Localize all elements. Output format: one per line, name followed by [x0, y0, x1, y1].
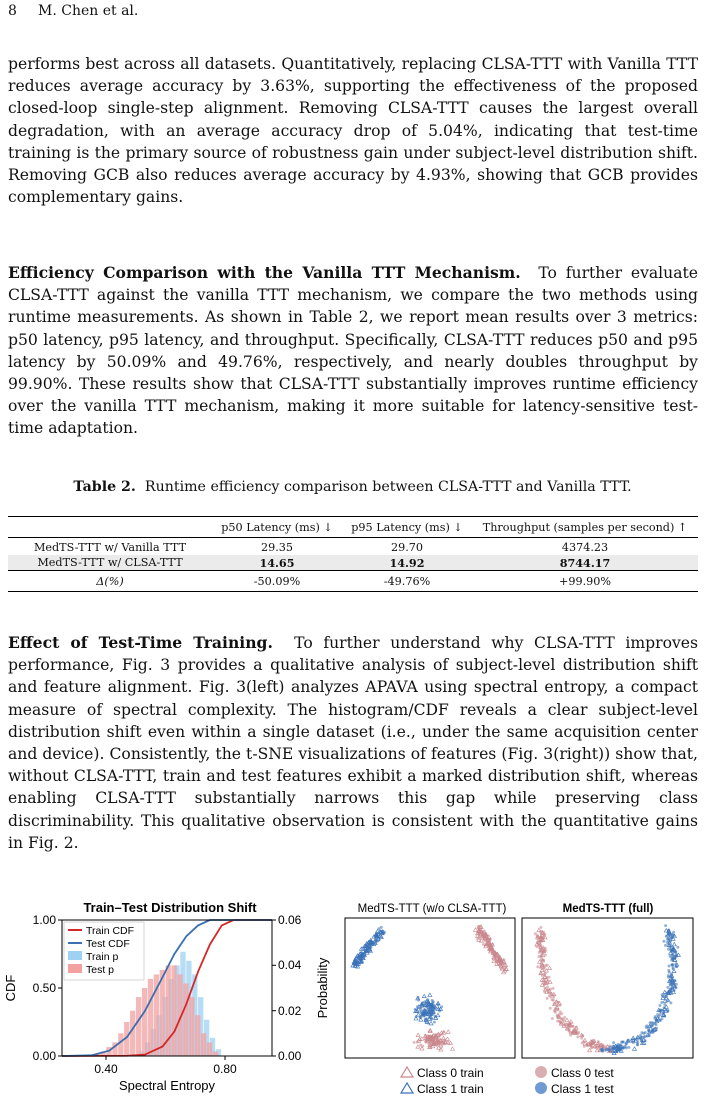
tsne-point: [364, 950, 367, 953]
tsne-point: [440, 1045, 443, 1048]
tsne-point: [583, 1045, 586, 1048]
tsne-point: [375, 933, 378, 936]
tsne-point: [488, 938, 491, 941]
row-p95: 14.92: [342, 555, 472, 571]
hist-bar: [148, 979, 153, 1056]
tsne-point: [666, 986, 669, 989]
tsne-point: [428, 1046, 431, 1049]
hist-bar: [195, 1015, 200, 1056]
x-axis-label: Spectral Entropy: [118, 1078, 216, 1093]
tsne-point: [437, 1042, 440, 1045]
tsne-legend-label: Class 0 test: [551, 1066, 614, 1080]
tsne-point: [662, 940, 665, 943]
tsne-point: [383, 931, 386, 934]
tsne-legend-label: Class 0 train: [417, 1066, 484, 1080]
section-heading-efficiency: Efficiency Comparison with the Vanilla TTT Mechanism.: [8, 263, 521, 282]
paragraph-ablation: performs best across all datasets. Quantitatively, replacing CLSA-TTT with Vanilla TTT reduces average accuracy by 3.63%, supporting the effectiveness of the proposed closed-loop single-step alignment. Removing CLSA-TTT causes the largest overall degradation, with an average accuracy drop of 5.04%, indicating that test-time training is the primary source of robustness gain under subject-level distribution shift. Removing GCB also reduces average accuracy by 4.93%, showing that GCB provides complementary gains.: [8, 55, 698, 207]
chart-title: Train–Test Distribution Shift: [83, 900, 257, 915]
legend-label: Test p: [86, 964, 115, 976]
tsne-point: [666, 938, 669, 941]
x-tick-label: 0.80: [213, 1062, 237, 1076]
tsne-point: [491, 949, 494, 952]
row-throughput: 4374.23: [561, 541, 609, 554]
runtime-table: [8, 516, 698, 592]
tsne-point: [434, 1036, 437, 1039]
hist-bar: [213, 1051, 218, 1056]
tsne-point: [664, 924, 667, 927]
running-authors: M. Chen et al.: [38, 3, 139, 19]
row-p50: 29.35: [260, 541, 294, 554]
figure-3: [0, 890, 705, 1105]
page-number: 8: [8, 3, 17, 19]
tsne-point: [626, 1041, 629, 1044]
tsne-point: [503, 966, 506, 969]
tsne-point: [654, 1015, 657, 1018]
tsne-point: [416, 1041, 419, 1044]
table-caption: [0, 479, 705, 495]
tsne-point: [431, 999, 434, 1002]
tsne-point: [612, 1041, 615, 1044]
delta-throughput: +99.90%: [558, 574, 612, 588]
tsne-point: [487, 941, 490, 944]
hist-bar: [171, 965, 176, 1056]
paragraph-efficiency: [8, 262, 698, 440]
paragraph-ttt-effect: [8, 632, 698, 854]
tsne-point: [484, 939, 487, 942]
circle-icon: [535, 1082, 547, 1094]
table-header-method: [8, 517, 212, 538]
tsne-legend-label: Class 1 test: [551, 1082, 614, 1096]
y2-tick-label: 0.02: [278, 1004, 302, 1018]
tsne-point: [551, 1017, 554, 1020]
tsne-point: [551, 987, 554, 990]
tsne-point: [667, 969, 670, 972]
tsne-point: [650, 1021, 653, 1024]
row-method: MedTS-TTT w/ Vanilla TTT: [33, 541, 187, 554]
tsne-point: [664, 944, 667, 947]
triangle-icon: [401, 1083, 413, 1093]
y2-tick-label: 0.04: [278, 958, 302, 972]
tsne-point: [536, 965, 539, 968]
paragraph-efficiency-text: To further evaluate CLSA-TTT against the vanilla TTT mechanism, we compare the two methods using runtime measurements. As shown in Table 2, we report mean results over 3 metrics: p50 latency, p95 latency, and throughput. Specifically, CLSA-TTT reduces p50 and p95 latency by 50.09% and 49.76%, respectively, and nearly doubles throughput by 99.90%. These results show that CLSA-TTT substantially improves runtime efficiency over the vanilla TTT mechanism, making it more suitable for latency-sensitive test-time adaptation.: [8, 264, 698, 438]
tsne-point: [672, 931, 675, 934]
tsne-point: [482, 943, 485, 946]
table-header-throughput: Throughput (samples per second) ↑: [482, 520, 688, 534]
hist-bar: [189, 997, 194, 1056]
tsne-point: [636, 1043, 639, 1046]
tsne-point: [487, 944, 490, 947]
hist-bar: [142, 988, 147, 1056]
tsne-point: [660, 1017, 663, 1020]
legend-label: Test CDF: [86, 938, 130, 950]
tsne-point: [605, 1048, 608, 1051]
tsne-point: [437, 1035, 440, 1038]
section-heading-ttt: Effect of Test-Time Training.: [8, 633, 273, 652]
tsne-point: [556, 1020, 559, 1023]
tsne-point: [427, 1042, 430, 1045]
legend-label: Train CDF: [86, 925, 135, 937]
tsne-point: [552, 996, 555, 999]
table-header-row: [8, 517, 698, 538]
tsne-point: [539, 926, 542, 929]
y-tick-label: 0.50: [32, 981, 56, 995]
tsne-point: [428, 1035, 431, 1038]
tsne-point: [576, 1035, 579, 1038]
row-throughput: 8744.17: [472, 555, 698, 571]
tsne-point: [430, 1040, 433, 1043]
x-tick-label: 0.40: [94, 1062, 118, 1076]
tsne-point: [364, 946, 367, 949]
tsne-point: [495, 960, 498, 963]
tsne-point: [353, 959, 356, 962]
tsne-point: [443, 1039, 446, 1042]
tsne-point: [501, 962, 504, 965]
row-method: MedTS-TTT w/ CLSA-TTT: [8, 555, 212, 571]
tsne-point: [546, 985, 549, 988]
tsne-legend-label: Class 1 train: [417, 1082, 484, 1096]
y-axis-label: CDF: [3, 974, 18, 1002]
y2-tick-label: 0.00: [278, 1049, 302, 1063]
tsne-point: [658, 1004, 661, 1007]
tsne-point: [639, 1034, 642, 1037]
legend-swatch-test-p: [68, 964, 82, 973]
tsne-point: [621, 1041, 624, 1044]
triangle-icon: [401, 1067, 413, 1077]
delta-p50: -50.09%: [253, 574, 301, 588]
table-row-highlighted: [8, 555, 698, 571]
tsne-point: [544, 964, 547, 967]
delta-p95: -49.76%: [383, 574, 431, 588]
tsne-point: [500, 967, 503, 970]
tsne-point: [491, 952, 494, 955]
tsne-point: [442, 1030, 445, 1033]
tsne-point: [369, 947, 372, 950]
hist-bar: [118, 1033, 123, 1056]
tsne-point: [496, 954, 499, 957]
tsne-point: [482, 933, 485, 936]
tsne-point: [549, 1007, 552, 1010]
tsne-point: [421, 1045, 424, 1048]
tsne-point: [621, 1045, 624, 1048]
table-header-p50: p50 Latency (ms) ↓: [221, 520, 333, 534]
tsne-point: [477, 925, 480, 928]
tsne-point: [536, 935, 539, 938]
tsne-point: [611, 1050, 614, 1053]
tsne-point: [546, 997, 549, 1000]
tsne-point: [563, 1016, 566, 1019]
y-tick-label: 1.00: [32, 913, 56, 927]
table-header-p95: p95 Latency (ms) ↓: [351, 520, 463, 534]
tsne-point: [379, 930, 382, 933]
tsne-point: [441, 1033, 444, 1036]
tsne-point: [616, 1048, 619, 1051]
circle-icon: [535, 1066, 547, 1078]
tsne-point: [554, 1011, 557, 1014]
legend-label: Train p: [86, 951, 119, 963]
hist-bar: [136, 997, 141, 1056]
tsne-point: [551, 998, 554, 1001]
table-caption-text: Runtime efficiency comparison between CLSA-TTT and Vanilla TTT.: [144, 479, 632, 495]
table-label: Table 2.: [73, 479, 136, 495]
tsne-point: [645, 1026, 648, 1029]
tsne-point: [647, 1030, 650, 1033]
tsne-point: [676, 946, 679, 949]
tsne-point: [502, 958, 505, 961]
tsne-point: [424, 1041, 427, 1044]
tsne-point: [374, 940, 377, 943]
y2-tick-label: 0.06: [278, 913, 302, 927]
tsne-left-title: MedTS-TTT (w/o CLSA-TTT): [357, 903, 507, 915]
tsne-point: [600, 1049, 603, 1052]
tsne-point: [358, 956, 361, 959]
table-row: [8, 538, 698, 556]
hist-bar: [183, 983, 188, 1056]
y-tick-label: 0.00: [32, 1049, 56, 1063]
row-p95: 29.70: [390, 541, 424, 554]
hist-bar: [130, 1011, 135, 1056]
row-p50: 14.65: [212, 555, 342, 571]
tsne-point: [484, 936, 487, 939]
tsne-point: [668, 965, 671, 968]
hist-bar: [201, 1033, 206, 1056]
tsne-point: [627, 1046, 630, 1049]
tsne-point: [669, 1001, 672, 1004]
tsne-point: [670, 963, 673, 966]
tsne-point: [433, 1021, 436, 1024]
tsne-point: [371, 941, 374, 944]
tsne-point: [361, 953, 364, 956]
tsne-point: [413, 1041, 416, 1044]
chart-legend: [64, 922, 144, 980]
tsne-point: [354, 963, 357, 966]
y2-axis-label: Probability: [315, 957, 330, 1019]
tsne-point: [443, 1042, 446, 1045]
legend-swatch-train-p: [68, 951, 82, 960]
tsne-point: [672, 966, 675, 969]
hist-bar: [207, 1042, 212, 1056]
tsne-point: [642, 1032, 645, 1035]
running-head: [8, 3, 138, 19]
tsne-point: [424, 1034, 427, 1037]
tsne-right-title: MedTS-TTT (full): [562, 903, 654, 915]
tsne-point: [361, 960, 364, 963]
tsne-point: [380, 926, 383, 929]
paragraph-ttt-text: To further understand why CLSA-TTT improves performance, Fig. 3 provides a qualitative analysis of subject-level distribution shift and feature alignment. Fig. 3(left) analyzes APAVA using spectral entropy, a compact measure of spectral complexity. The histogram/CDF reveals a clear subject-level distribution shift even within a single dataset (i.e., under the same acquisition center and device). Consistently, the t-SNE visualizations of features (Fig. 3(right)) show that, without CLSA-TTT, train and test features exhibit a marked distribution shift, whereas enabling CLSA-TTT substantially narrows this gap while preserving class discriminability. This qualitative observation is consistent with the quantitative gains in Fig. 2.: [8, 634, 699, 852]
tsne-point: [374, 937, 377, 940]
tsne-point: [491, 943, 494, 946]
table-delta-row: [8, 571, 698, 592]
delta-label: Δ(%): [96, 574, 124, 588]
tsne-legend: [401, 1066, 614, 1096]
